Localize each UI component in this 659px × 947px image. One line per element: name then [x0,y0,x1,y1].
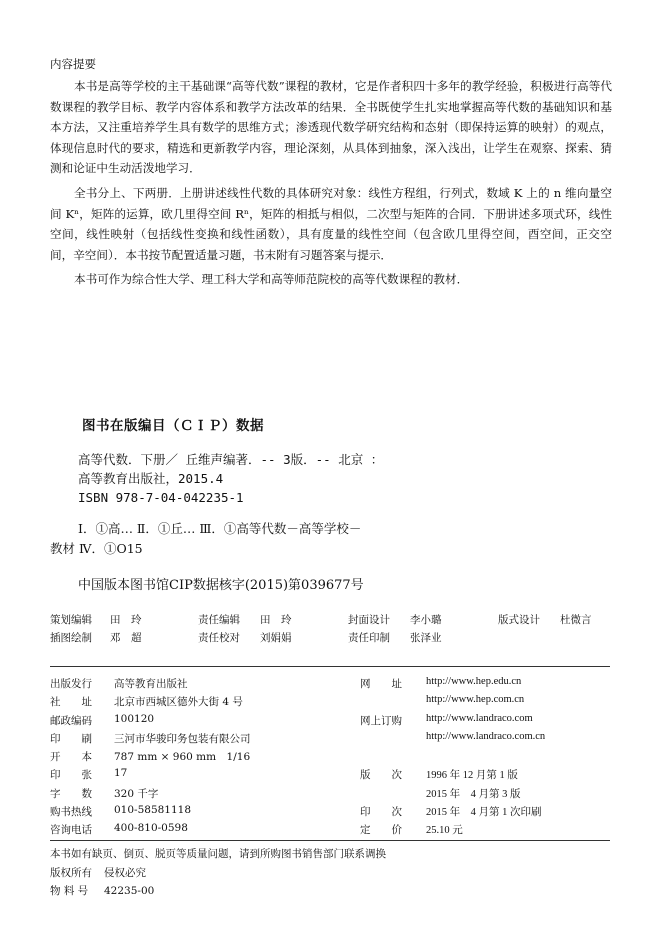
cip-record-line-1: 高等代数．下册／ 丘维声编著．-- 3版．-- 北京 ： [78,452,384,467]
copyright-label: 版权所有 [50,866,92,879]
divider-bottom [50,840,610,841]
pub-label: 网 址 [360,678,402,690]
proofreader-label: 责任校对 [198,632,240,644]
summary-paragraph-3: 本书可作为综合性大学、理工科大学和高等师范院校的高等代数课程的教材． [74,272,469,287]
cip-record [78,450,618,507]
online-order-link[interactable]: http://www.landraco.com [426,712,533,724]
pub-value: 2015 年 4 月第 3 版 [426,788,521,800]
illustration-label: 插图绘制 [50,632,92,644]
footer-block [50,845,386,901]
pub-label: 开 本 [50,751,92,764]
pub-label: 购书热线 [50,806,92,819]
website-link[interactable]: http://www.hep.com.cn [426,694,525,706]
item-number-value: 42235-00 [104,885,155,897]
pub-label: 印 张 [50,769,92,782]
pub-label: 字 数 [50,787,92,800]
website-link[interactable]: http://www.hep.edu.cn [426,676,522,687]
pub-label: 邮政编码 [50,714,92,727]
item-number-label: 物 料 号 [50,885,89,897]
pub-label: 咨询电话 [50,824,92,837]
credits-block [50,612,620,648]
pub-label: 定 价 [360,824,402,837]
pub-value: 100120 [114,712,155,725]
planning-editor-label: 策划编辑 [50,614,92,626]
pub-value: 1996 年 12 月第 1 版 [426,770,518,782]
pub-label: 印 次 [360,806,402,819]
illustration: 邓 超 [110,632,142,644]
pub-value: 三河市华骏印务包装有限公司 [114,732,251,745]
copyright-value: 侵权必究 [104,866,146,879]
online-order-link[interactable]: http://www.landraco.com.cn [426,730,546,742]
proofreader: 刘娟娟 [260,632,292,644]
summary-title: 内容提要 [50,57,96,71]
pub-value: 高等教育出版社 [114,678,188,690]
copyright-row [50,864,386,883]
cover-design: 李小璐 [410,614,442,626]
pub-value: 320 千字 [114,787,159,800]
responsible-editor-label: 责任编辑 [198,614,240,626]
planning-editor: 田 玲 [110,614,142,626]
pub-label: 版 次 [360,769,402,782]
responsible-editor: 田 玲 [260,614,292,626]
pub-value: 17 [114,767,128,780]
layout-design: 杜微言 [560,614,592,626]
cover-design-label: 封面设计 [348,614,390,626]
print-supervisor-label: 责任印制 [348,632,390,644]
pub-label: 网上订购 [360,714,402,727]
cip-class-line-1: Ⅰ．①高… Ⅱ．①丘… Ⅲ．①高等代数－高等学校－ [78,521,362,536]
credits-row-2 [50,630,620,648]
pub-label: 出版发行 [50,678,92,690]
cip-isbn: ISBN 978-7-04-042235-1 [78,490,244,505]
pub-value: 2015 年 4 月第 1 次印刷 [426,807,542,819]
pub-value: 北京市西城区德外大街 4 号 [114,696,243,709]
divider-top [50,666,610,667]
pub-value: 010-58581118 [114,804,192,817]
summary-paragraph-1: 本书是高等学校的主干基础课“高等代数”课程的教材，它是作者积四十多年的教学经验，积极进行高等代数课程的教学目标、教学内容体系和教学方法改革的结果．全书既使学生扎实地掌握高等代数的基础知识和基本方法，又注重培养学生具有数学的思维方式；渗透现代数学研究结构和态射（即保持运算的映射）的观点，体现信息时代的要求，精选和更新教学内容，理论深刻，从具体到抽象，深入浅出，让学生在观察、探索、猜测和论证中生动活泼地学习． [50,79,612,176]
quality-notice: 本书如有缺页、倒页、脱页等质量问题，请到所购图书销售部门联系调换 [50,848,386,860]
item-number-row [50,882,386,901]
cip-data-number: 中国版本图书馆CIP数据核字(2015)第039677号 [78,578,364,593]
cip-class-line-2: 教材 Ⅳ．①O15 [50,541,143,556]
pub-value: 25.10 元 [426,825,463,837]
cip-classification [50,519,610,559]
pub-label: 社 址 [50,696,92,709]
layout-design-label: 版式设计 [498,614,540,626]
pub-label: 印 刷 [50,732,92,745]
summary-body [50,76,612,290]
cip-heading: 图书在版编目（ＣＩＰ）数据 [82,418,264,434]
credits-row-1 [50,612,620,630]
pub-value: 787 mm × 960 mm 1/16 [114,751,251,764]
cip-record-line-2: 高等教育出版社，2015.4 [78,471,224,486]
summary-paragraph-2: 全书分上、下两册．上册讲述线性代数的具体研究对象：线性方程组，行列式，数域 K 上的 n 维向量空间 Kⁿ，矩阵的运算，欧几里得空间 Rⁿ，矩阵的相抵与相似，二次型与矩阵的合同．下册讲述多项式环，线性空间，线性映射（包括线性变换和线性函数），具有度量的线性空间（包含欧几里得空间，酉空间，正交空间，辛空间）．本书按节配置适量习题，书末附有习题答案与提示． [50,185,612,262]
print-supervisor: 张泽业 [410,632,442,644]
pub-value: 400-810-0598 [114,822,188,835]
